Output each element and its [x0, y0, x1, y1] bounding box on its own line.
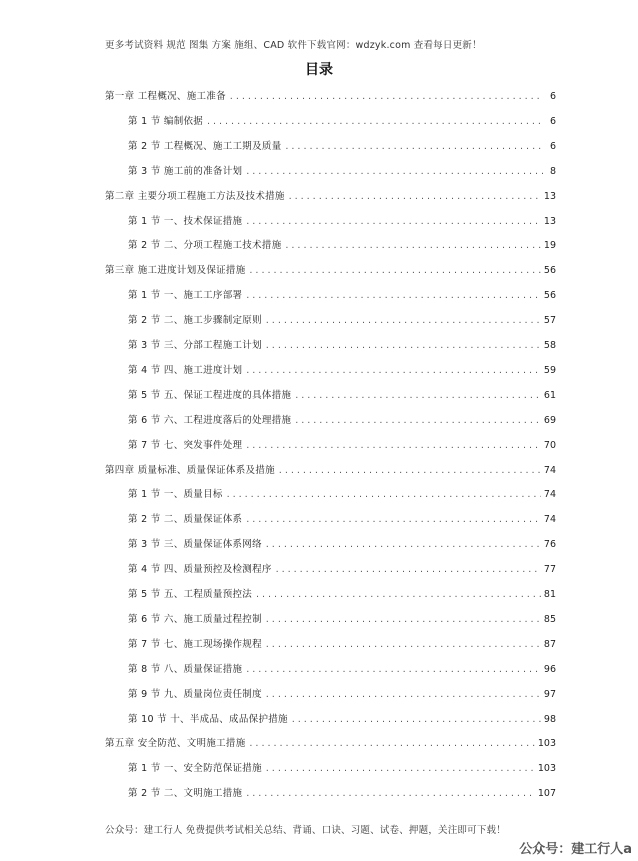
toc-page-number: 13 — [543, 215, 556, 227]
toc-dot-leader — [285, 241, 541, 250]
toc-entry-label: 第 1 节 一、安全防范保证措施 — [128, 763, 262, 775]
toc-page-number: 8 — [549, 165, 556, 177]
toc-entry-label: 第 6 节 六、施工质量过程控制 — [128, 613, 262, 625]
toc-entry-label: 第 5 节 五、工程质量预控法 — [128, 589, 253, 600]
toc-entry-label: 第 3 节 三、分部工程施工计划 — [128, 340, 262, 351]
toc-page-number: 13 — [543, 190, 556, 202]
toc-section-entry[interactable] — [128, 711, 556, 727]
toc-dot-leader — [294, 416, 541, 425]
toc-page-number: 74 — [543, 464, 556, 476]
toc-section-entry[interactable] — [128, 785, 556, 801]
footer-note: 公众号：建工行人 免费提供考试相关总结、背诵、口诀、习题、试卷、押题，关注即可下载！ — [105, 825, 506, 836]
toc-section-entry[interactable] — [128, 213, 556, 229]
toc-page-number: 76 — [543, 539, 556, 551]
toc-dot-leader — [288, 192, 541, 201]
toc-entry-label: 第 7 节 七、突发事件处理 — [128, 439, 243, 451]
toc-page-number: 58 — [543, 340, 556, 351]
toc-section-entry[interactable] — [128, 287, 556, 303]
toc-dot-leader — [249, 739, 535, 748]
toc-page-number: 19 — [543, 240, 556, 252]
toc-section-entry[interactable] — [128, 611, 556, 627]
toc-entry-label: 第 1 节 一、质量目标 — [128, 489, 223, 501]
toc-dot-leader — [278, 466, 541, 475]
toc-page-number: 81 — [543, 589, 556, 600]
toc-dot-leader — [249, 266, 541, 275]
toc-entry-label: 第 2 节 二、质量保证体系 — [128, 514, 243, 526]
toc-entry-label: 第 4 节 四、质量预控及检测程序 — [128, 564, 272, 576]
watermark: 公众号：建工行人a — [519, 842, 632, 857]
toc-page-number: 69 — [543, 414, 556, 426]
toc-entry-label: 第五章 安全防范、文明施工措施 — [105, 738, 246, 750]
toc-section-entry[interactable] — [128, 636, 556, 652]
toc-dot-leader — [245, 167, 543, 176]
toc-section-entry[interactable] — [128, 337, 556, 353]
toc-entry-label: 第一章 工程概况、施工准备 — [105, 91, 226, 102]
toc-section-entry[interactable] — [128, 412, 556, 428]
toc-page-number: 98 — [543, 713, 556, 725]
toc-entry-label: 第 2 节 二、文明施工措施 — [128, 788, 243, 800]
toc-page-number: 6 — [549, 115, 556, 127]
toc-dot-leader — [285, 142, 543, 151]
toc-entry-label: 第 1 节 编制依据 — [128, 115, 204, 127]
toc-page-number: 97 — [543, 688, 556, 700]
toc-section-entry[interactable] — [128, 362, 556, 378]
toc-page-number: 6 — [549, 140, 556, 152]
toc-dot-leader — [245, 789, 535, 798]
toc-entry-label: 第 3 节 三、质量保证体系网络 — [128, 539, 262, 551]
toc-entry-label: 第 10 节 十、半成品、成品保护措施 — [128, 713, 288, 725]
toc-entry-label: 第 2 节 二、分项工程施工技术措施 — [128, 240, 282, 252]
toc-entry-label: 第二章 主要分项工程施工方法及技术措施 — [105, 190, 285, 202]
toc-dot-leader — [245, 291, 541, 300]
toc-entry-label: 第 4 节 四、施工进度计划 — [128, 364, 243, 376]
toc-page-number: 77 — [543, 564, 556, 576]
toc-section-entry[interactable] — [128, 138, 556, 154]
toc-chapter-entry[interactable] — [105, 88, 556, 104]
toc-dot-leader — [275, 565, 541, 574]
toc-dot-leader — [245, 665, 541, 674]
toc-dot-leader — [265, 316, 541, 325]
toc-dot-leader — [255, 590, 541, 599]
toc-section-entry[interactable] — [128, 536, 556, 552]
toc-entry-label: 第 2 节 二、施工步骤制定原则 — [128, 315, 262, 327]
toc-page-number: 85 — [543, 613, 556, 625]
toc-dot-leader — [291, 715, 541, 724]
toc-dot-leader — [265, 540, 541, 549]
toc-page-number: 56 — [543, 290, 556, 302]
toc-entry-label: 第 8 节 八、质量保证措施 — [128, 663, 243, 675]
toc-page-number: 87 — [543, 638, 556, 650]
toc-section-entry[interactable] — [128, 237, 556, 253]
toc-dot-leader — [245, 217, 541, 226]
toc-section-entry[interactable] — [128, 387, 556, 403]
toc-dot-leader — [245, 366, 541, 375]
toc-chapter-entry[interactable] — [105, 188, 556, 204]
toc-page-number: 74 — [543, 514, 556, 526]
toc-dot-leader — [265, 764, 535, 773]
toc-section-entry[interactable] — [128, 486, 556, 502]
toc-page-number: 56 — [543, 265, 556, 277]
toc-dot-leader — [265, 341, 541, 350]
toc-section-entry[interactable] — [128, 760, 556, 776]
toc-section-entry[interactable] — [128, 686, 556, 702]
toc-section-entry[interactable] — [128, 661, 556, 677]
toc-dot-leader — [265, 615, 541, 624]
toc-section-entry[interactable] — [128, 113, 556, 129]
toc-page-number: 59 — [543, 364, 556, 376]
toc-entry-label: 第 3 节 施工前的准备计划 — [128, 165, 243, 177]
toc-entry-label: 第 6 节 六、工程进度落后的处理措施 — [128, 414, 292, 426]
toc-entry-label: 第 7 节 七、施工现场操作规程 — [128, 638, 262, 650]
toc-chapter-entry[interactable] — [105, 735, 556, 751]
toc-page-number: 6 — [549, 91, 556, 102]
toc-page-number: 61 — [543, 389, 556, 401]
toc-entry-label: 第 1 节 一、技术保证措施 — [128, 215, 243, 227]
toc-page-number: 107 — [537, 788, 556, 800]
toc-section-entry[interactable] — [128, 586, 556, 602]
toc-page-number: 57 — [543, 315, 556, 327]
toc-chapter-entry[interactable] — [105, 462, 556, 478]
toc-dot-leader — [294, 391, 541, 400]
toc-entry-label: 第四章 质量标准、质量保证体系及措施 — [105, 464, 275, 476]
toc-entry-label: 第 2 节 工程概况、施工工期及质量 — [128, 140, 282, 152]
toc-section-entry[interactable] — [128, 437, 556, 453]
toc-entry-label: 第 9 节 九、质量岗位责任制度 — [128, 688, 262, 700]
toc-section-entry[interactable] — [128, 163, 556, 179]
toc-entry-label: 第三章 施工进度计划及保证措施 — [105, 265, 246, 277]
toc-section-entry[interactable] — [128, 561, 556, 577]
toc-section-entry[interactable] — [128, 511, 556, 527]
header-note: 更多考试资料 规范 图集 方案 施组、CAD 软件下载官网：wdzyk.com 查看每日更新！ — [105, 40, 482, 51]
toc-page-number: 70 — [543, 439, 556, 451]
toc-dot-leader — [265, 690, 541, 699]
toc-page-number: 103 — [537, 738, 556, 750]
toc-section-entry[interactable] — [128, 312, 556, 328]
toc-dot-leader — [245, 515, 541, 524]
toc-page-number: 96 — [543, 663, 556, 675]
toc-dot-leader — [226, 490, 541, 499]
toc-entry-label: 第 1 节 一、施工工序部署 — [128, 290, 243, 302]
toc-dot-leader — [245, 441, 541, 450]
toc-chapter-entry[interactable] — [105, 262, 556, 278]
toc-dot-leader — [229, 92, 543, 101]
toc-page-number: 74 — [543, 489, 556, 501]
toc-page-number: 103 — [537, 763, 556, 775]
toc-entry-label: 第 5 节 五、保证工程进度的具体措施 — [128, 389, 292, 401]
toc-dot-leader — [265, 640, 541, 649]
page-title: 目录 — [305, 62, 333, 78]
toc-dot-leader — [206, 117, 543, 126]
